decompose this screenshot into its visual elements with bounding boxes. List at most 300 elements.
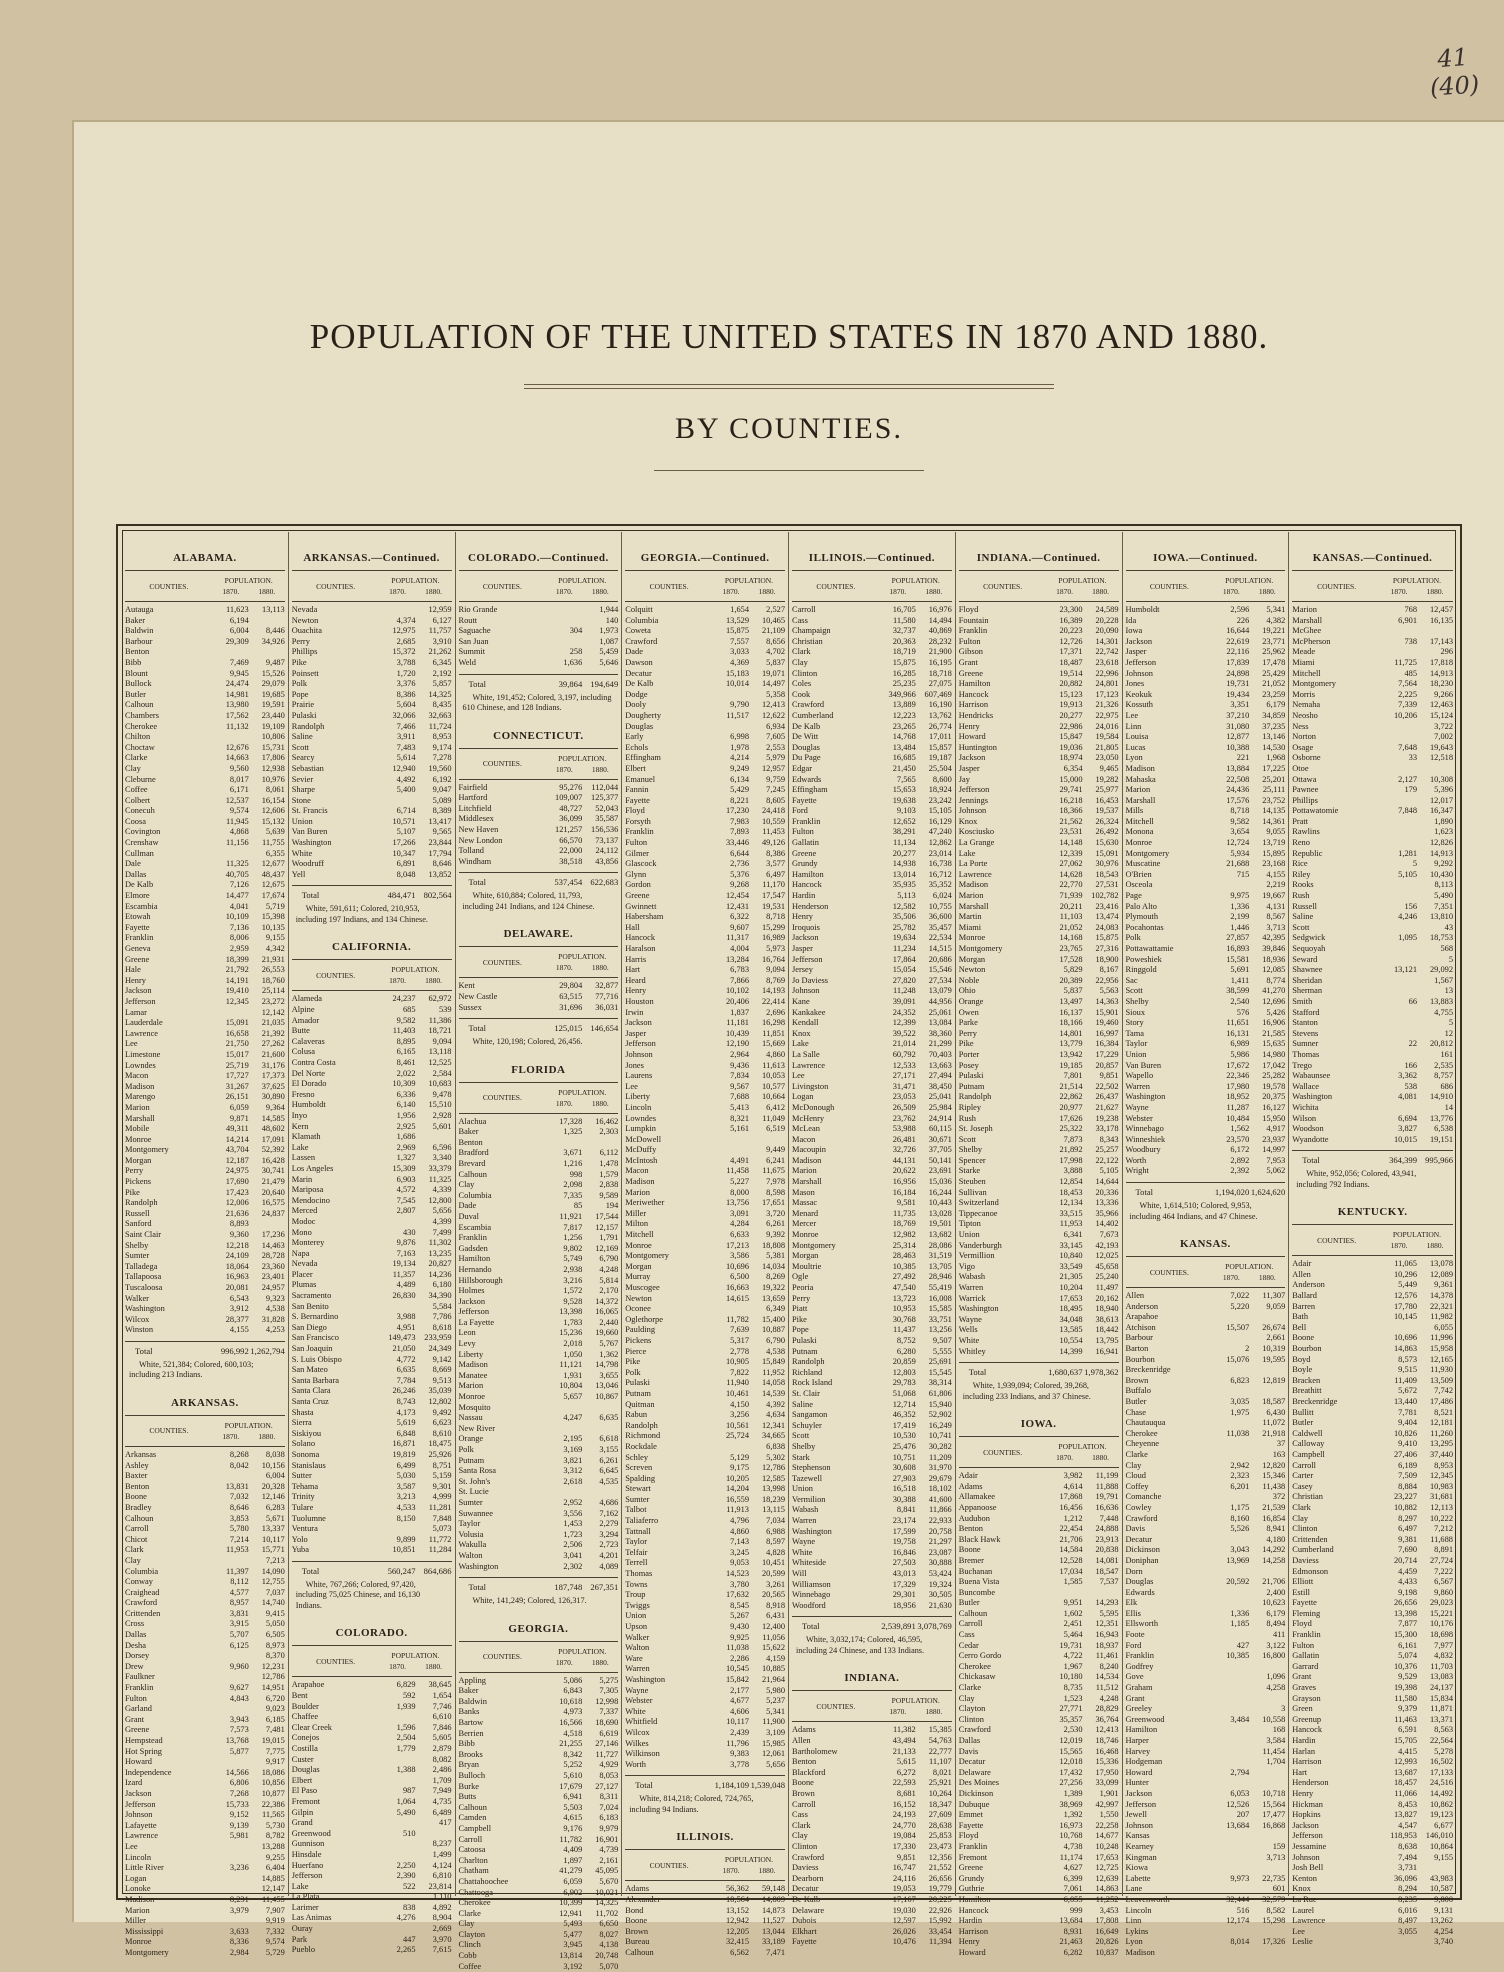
population-1870: 8,461 [396, 1058, 416, 1067]
county-row [1292, 1008, 1453, 1019]
population-1880: 14,236 [428, 1269, 452, 1279]
county-name: Mobile [125, 1124, 150, 1134]
population-1870: 14,148 [1059, 838, 1083, 848]
population-1870: 4,004 [730, 944, 749, 953]
population-1880: 20,090 [1095, 626, 1119, 636]
population-1870: 166 [1404, 1060, 1417, 1070]
population-1870: 21,255 [559, 1739, 583, 1749]
population-1870: 15,054 [892, 965, 916, 975]
population-1880: 13,235 [428, 1248, 452, 1258]
county-name: Williamson [792, 1579, 831, 1589]
population-1880: 6,127 [432, 615, 452, 625]
population-1870: 17,576 [1226, 795, 1250, 805]
population-1870: 2,952 [563, 1497, 583, 1507]
county-name: Blackford [792, 1767, 826, 1777]
population-1870: 5,780 [229, 1524, 249, 1534]
county-name: Scott [1292, 922, 1310, 932]
county-row [125, 764, 285, 775]
population-1870 [1213, 1927, 1249, 1938]
county-row [1292, 1874, 1453, 1885]
population-1880: 2,879 [432, 1743, 452, 1753]
county-row [625, 1611, 785, 1622]
population-1880: 4,535 [599, 1476, 619, 1486]
county-name: Otoe [1292, 763, 1309, 773]
population-1880: 11,702 [595, 1908, 619, 1918]
county-name: Holmes [458, 1286, 485, 1296]
population-1870: 10,399 [559, 1898, 583, 1908]
population-1870: 14,399 [1059, 1346, 1083, 1356]
county-row [1126, 1482, 1286, 1493]
county-name: Putnam [792, 1346, 818, 1356]
county-name: Cumberland [1292, 1545, 1334, 1555]
population-1870: 11,953 [1059, 1219, 1083, 1229]
population-1880: 16,738 [928, 859, 952, 869]
population-1880: 16,943 [1095, 1630, 1119, 1640]
county-name: Ellsworth [1125, 1619, 1159, 1629]
county-row [625, 1039, 785, 1050]
county-row [125, 785, 285, 796]
population-1880 [1249, 1831, 1285, 1842]
county-row [959, 700, 1119, 711]
population-1880: 9,449 [766, 1145, 785, 1155]
population-1870: 7,639 [730, 1325, 749, 1335]
county-row [625, 1114, 785, 1125]
population-1870: 4,284 [730, 1219, 749, 1229]
county-row [792, 1474, 952, 1485]
county-row [792, 838, 952, 849]
county-name: Pope [291, 689, 309, 699]
population-1880: 4,399 [432, 1216, 452, 1226]
county-row [459, 1824, 619, 1835]
population-1880: 3,655 [599, 1370, 619, 1380]
population-1870 [1213, 1333, 1249, 1344]
county-row [959, 1884, 1119, 1895]
total-1870: 560,247 [387, 1565, 416, 1576]
population-1870: 13,497 [1059, 996, 1083, 1006]
population-1870 [1213, 1365, 1249, 1376]
county-name: Ford [792, 806, 808, 816]
county-row [792, 1853, 952, 1864]
population-1880: 9,023 [265, 1704, 285, 1714]
population-1870: 15,565 [1059, 1746, 1083, 1756]
population-1870: 31,267 [225, 1081, 249, 1091]
population-1870: 4,246 [1398, 912, 1417, 922]
county-row [792, 690, 952, 701]
population-1880: 27,316 [1095, 944, 1119, 953]
population-1870: 29,804 [559, 981, 583, 991]
population-1870: 27,820 [892, 975, 916, 985]
population-1870: 11,782 [559, 1834, 583, 1844]
county-name: De Kalb [125, 880, 154, 890]
population-1880: 6,650 [599, 1919, 619, 1929]
county-row [625, 1484, 785, 1495]
county-row [292, 1397, 452, 1408]
population-1880: 21,392 [261, 1028, 285, 1038]
county-name: Madison [125, 1081, 155, 1091]
county-name: Chattooga [458, 1887, 493, 1897]
county-row [1292, 1577, 1453, 1588]
population-1870: 11,782 [726, 1314, 749, 1324]
population-1880: 16,575 [261, 1198, 285, 1208]
county-name: Ripley [958, 1102, 982, 1112]
county-row [792, 764, 952, 775]
population-1880: 24,016 [1095, 721, 1119, 731]
county-name: Plymouth [1125, 912, 1159, 922]
county-name: Livingston [792, 1081, 829, 1091]
population-1880: 32,663 [428, 710, 452, 720]
population-1870: 8,014 [1230, 1937, 1250, 1947]
county-row [1126, 976, 1286, 987]
county-name: Garrard [1292, 1661, 1319, 1671]
population-1870: 10,696 [1393, 1333, 1417, 1343]
population-1870: 35,357 [1059, 1714, 1083, 1724]
population-1870: 16,973 [1059, 1820, 1083, 1830]
county-name: Houston [625, 996, 654, 1006]
county-name: Hillsborough [458, 1275, 503, 1285]
county-name: Bryan [458, 1760, 479, 1770]
population-1880: 18,924 [928, 785, 952, 795]
population-1880: 8,435 [432, 700, 452, 710]
population-1880: 11,209 [929, 1452, 952, 1462]
population-label: POPULATION. [558, 576, 607, 585]
county-name: Autauga [125, 605, 154, 614]
population-1870: 4,173 [396, 1407, 416, 1417]
county-name: Graham [1125, 1683, 1153, 1693]
population-1870: 20,223 [1059, 626, 1083, 636]
county-name: Rooks [1292, 880, 1314, 890]
county-name: Hardin [1292, 1736, 1316, 1745]
population-1880: 25,853 [928, 1831, 952, 1841]
population-1880: 8,027 [599, 1929, 619, 1939]
county-name: Sutter [291, 1471, 312, 1481]
county-row [1292, 1937, 1453, 1948]
population-1870: 9,103 [896, 806, 916, 816]
population-1870: 11,458 [726, 1166, 749, 1176]
counties-header: COUNTIES. [1317, 1235, 1357, 1245]
county-row [292, 1524, 452, 1535]
county-row [625, 1272, 785, 1283]
county-row [625, 1135, 785, 1146]
population-1870: 7,466 [396, 721, 416, 731]
population-1880: 19,221 [1262, 626, 1286, 636]
population-1880: 12,606 [261, 806, 285, 816]
population-1870: 12,345 [225, 996, 249, 1006]
population-1880: 15,985 [761, 1738, 785, 1748]
county-name: Edgar [792, 763, 812, 773]
population-1870: 447 [402, 1934, 416, 1944]
population-1880: 16,502 [1429, 1757, 1453, 1767]
county-row [1126, 1747, 1286, 1758]
county-row [459, 1771, 619, 1782]
county-row [959, 605, 1119, 616]
county-name: Jefferson [125, 1799, 156, 1809]
population-1880: 13,337 [261, 1524, 285, 1534]
county-name: Barton [1125, 1344, 1149, 1354]
population-1880: 4,382 [1266, 615, 1286, 625]
county-row [792, 1114, 952, 1125]
county-row [292, 1765, 452, 1776]
county-name: Stewart [625, 1484, 651, 1494]
county-name: Heard [625, 975, 646, 985]
county-name: Boone [125, 1492, 147, 1502]
county-row [625, 1061, 785, 1072]
county-row [625, 753, 785, 764]
county-name: White [291, 848, 313, 858]
county-row [1126, 1948, 1286, 1959]
county-row [292, 1818, 452, 1829]
population-1880: 13,371 [1429, 1714, 1453, 1724]
county-name: Franklin [1292, 1630, 1321, 1640]
population-1870: 1,572 [563, 1286, 583, 1296]
population-1870: 15,653 [892, 785, 916, 795]
population-1880: 8,941 [1266, 1524, 1286, 1534]
county-name: Rawlins [1292, 827, 1320, 837]
county-row [292, 806, 452, 817]
county-name: Ware [625, 1653, 643, 1663]
population-1870: 1,325 [563, 1127, 583, 1137]
population-1870: 33,145 [1059, 1240, 1083, 1250]
population-1870: 8,893 [229, 1219, 249, 1229]
county-name: Jefferson [1125, 1799, 1157, 1809]
population-1880: 8,389 [432, 806, 452, 816]
population-1880: 9,047 [432, 785, 452, 795]
county-name: Talladega [125, 1261, 158, 1271]
population-1880: 16,462 [595, 1116, 619, 1126]
county-row [459, 647, 619, 658]
counties-header: COUNTIES. [816, 1701, 856, 1711]
county-row [1292, 1280, 1453, 1291]
population-1880: 9,979 [599, 1823, 619, 1833]
population-1880: 539 [438, 1005, 452, 1015]
population-1880: 16,129 [928, 816, 952, 826]
county-name: Sacramento [291, 1291, 332, 1301]
population-1880: 411 [1272, 1630, 1286, 1640]
county-row [792, 1198, 952, 1209]
population-1870: 6,891 [396, 859, 416, 869]
population-1880: 14,361 [1262, 816, 1286, 826]
county-name: Anderson [1292, 1280, 1325, 1290]
population-1880: 7,337 [599, 1707, 619, 1717]
population-1870: 7,469 [229, 657, 249, 667]
county-row [292, 1323, 452, 1334]
population-1870: 18,769 [892, 1219, 916, 1229]
population-1880: 19,501 [928, 1219, 952, 1229]
county-name: Cheyenne [1125, 1439, 1159, 1449]
population-1880: 4,392 [766, 1399, 785, 1409]
county-name: Morgan [792, 1251, 819, 1261]
county-name: Morris [1292, 689, 1316, 699]
population-1880: 7,305 [599, 1686, 619, 1696]
population-label: POPULATION. [1225, 576, 1274, 585]
county-row [1292, 616, 1453, 627]
population-1870: 14,477 [225, 891, 249, 901]
county-name: Cowley [1125, 1502, 1152, 1512]
population-1880: 6,112 [599, 1148, 619, 1158]
county-row [1292, 1524, 1453, 1535]
county-row [292, 1344, 452, 1355]
population-1880: 17,477 [1262, 1810, 1286, 1820]
population-1880: 16,764 [761, 954, 785, 964]
population-1870: 5,986 [1230, 1049, 1250, 1059]
population-1880 [249, 1219, 285, 1230]
county-row [292, 859, 452, 870]
county-name: Scott [792, 1431, 810, 1441]
population-1880: 14,193 [761, 986, 785, 996]
county-name: Clay [1125, 1460, 1142, 1470]
population-1880: 26,437 [1095, 1092, 1119, 1102]
county-name: Lake [792, 1039, 809, 1049]
county-name: Montgomery [125, 1145, 169, 1155]
population-1880: 10,558 [1262, 1714, 1286, 1724]
population-1870: 21,792 [225, 965, 249, 975]
population-1880: 3 [1281, 1704, 1286, 1714]
population-1870 [1381, 722, 1417, 733]
population-1870: 12,526 [1226, 1799, 1250, 1809]
county-name: Cross [125, 1619, 145, 1629]
population-1870: 19,398 [1393, 1683, 1417, 1693]
county-row [125, 944, 285, 955]
county-name: Moultrie [792, 1261, 822, 1271]
population-1880 [249, 647, 285, 658]
county-name: Porter [958, 1049, 980, 1059]
population-1880: 9,513 [432, 1375, 452, 1385]
population-1870: 1,523 [1063, 1693, 1083, 1703]
county-row [125, 1906, 285, 1917]
county-name: Henry [958, 1937, 980, 1947]
county-row [625, 1410, 785, 1421]
county-name: Cumberland [792, 710, 834, 720]
county-row [792, 1874, 952, 1885]
county-row [959, 1294, 1119, 1305]
population-1880: 9,392 [766, 1230, 785, 1240]
county-name: Woodson [1292, 1124, 1324, 1134]
county-row [1126, 1355, 1286, 1366]
population-1880: 18,718 [928, 668, 952, 678]
county-name: Perry [792, 1293, 811, 1303]
county-row [459, 1919, 619, 1930]
county-name: Madison [1125, 1947, 1155, 1957]
county-name: Champaign [792, 626, 831, 636]
county-name: Drew [125, 1661, 144, 1671]
county-row [125, 700, 285, 711]
county-name: Cherokee [458, 1898, 491, 1908]
population-1870: 16,963 [225, 1272, 249, 1282]
county-row [792, 891, 952, 902]
county-name: Campbell [458, 1823, 492, 1833]
county-name: Dodge [625, 689, 648, 699]
county-name: Fulton [792, 827, 814, 837]
population-1880: 4,735 [432, 1796, 452, 1806]
population-1880: 9,155 [1434, 1852, 1453, 1862]
county-row [792, 796, 952, 807]
population-1880: 7,742 [1434, 1386, 1453, 1396]
population-1880: 16,453 [1095, 795, 1119, 805]
population-1880: 13,256 [928, 1325, 952, 1335]
county-row [459, 1233, 619, 1244]
county-name: Carroll [792, 605, 816, 614]
county-name: Colusa [291, 1047, 316, 1057]
population-1880: 19,071 [761, 668, 785, 678]
county-name: Clay [1292, 1513, 1309, 1523]
county-row [1292, 1270, 1453, 1281]
county-name: Ouachita [291, 626, 322, 636]
population-1870: 1,975 [1230, 1407, 1250, 1417]
county-name: Marion [125, 1905, 150, 1915]
population-1870 [213, 1672, 249, 1683]
county-row [959, 1177, 1119, 1188]
county-name: Johnson [1292, 1852, 1320, 1862]
county-row [125, 1778, 285, 1789]
county-row [1126, 1884, 1286, 1895]
population-1870: 3,055 [1398, 1926, 1417, 1936]
county-name: Gwinnett [625, 901, 657, 911]
population-1870: 18,064 [225, 1261, 249, 1271]
county-row [459, 1381, 619, 1392]
state-heading: COLORADO. [335, 1627, 408, 1640]
population-1880: 5,595 [1099, 1608, 1119, 1618]
population-1880: 9,507 [932, 1335, 952, 1345]
population-1870: 6,134 [730, 774, 749, 784]
county-name: Dougherty [625, 710, 662, 720]
county-row [292, 679, 452, 690]
county-name: Clarke [125, 753, 148, 763]
population-1880: 7,278 [432, 753, 452, 763]
county-row [792, 870, 952, 881]
county-name: Madison [125, 1894, 155, 1904]
county-row [459, 1138, 619, 1149]
population-1880: 9,487 [265, 657, 285, 667]
county-name: Randolph [625, 1420, 658, 1430]
county-row [792, 1757, 952, 1768]
county-row [625, 637, 785, 648]
population-1880: 14,090 [261, 1566, 285, 1576]
county-row [792, 616, 952, 627]
county-name: Grundy [792, 859, 818, 869]
population-1880: 16,428 [261, 1155, 285, 1165]
population-1880: 18,442 [1095, 1325, 1119, 1335]
population-1880: 23,242 [928, 795, 952, 805]
county-name: Menard [792, 1208, 819, 1218]
population-1870: 8,235 [1398, 1894, 1417, 1904]
county-name: Hartford [458, 793, 488, 803]
population-1880: 28,638 [928, 1820, 952, 1830]
population-1870: 5,161 [730, 1124, 749, 1134]
county-row [625, 1071, 785, 1082]
county-row [1126, 1725, 1286, 1736]
county-name: Harvey [1125, 1746, 1151, 1756]
county-name: Jasper [958, 763, 980, 773]
table-header [959, 1436, 1119, 1468]
county-name: Ellis [1125, 1608, 1141, 1618]
population-1880: 10,718 [1262, 1788, 1286, 1798]
population-1880: 26,553 [261, 965, 285, 975]
county-row [459, 1212, 619, 1223]
county-row [459, 616, 619, 627]
population-1870: 999 [1069, 1905, 1083, 1915]
population-1870: 685 [402, 1005, 416, 1015]
county-name: Tuolumne [291, 1513, 326, 1523]
population-1870: 13,779 [1059, 1039, 1083, 1049]
county-row [792, 1336, 952, 1347]
county-row [292, 1680, 452, 1691]
county-row [459, 1962, 619, 1972]
population-1870: 10,296 [1393, 1269, 1417, 1279]
county-name: Madison [625, 1177, 655, 1187]
population-1870: 16,389 [1059, 615, 1083, 625]
population-1880: 1,791 [599, 1233, 619, 1243]
population-1870: 20,277 [892, 848, 916, 858]
county-row [459, 1519, 619, 1530]
